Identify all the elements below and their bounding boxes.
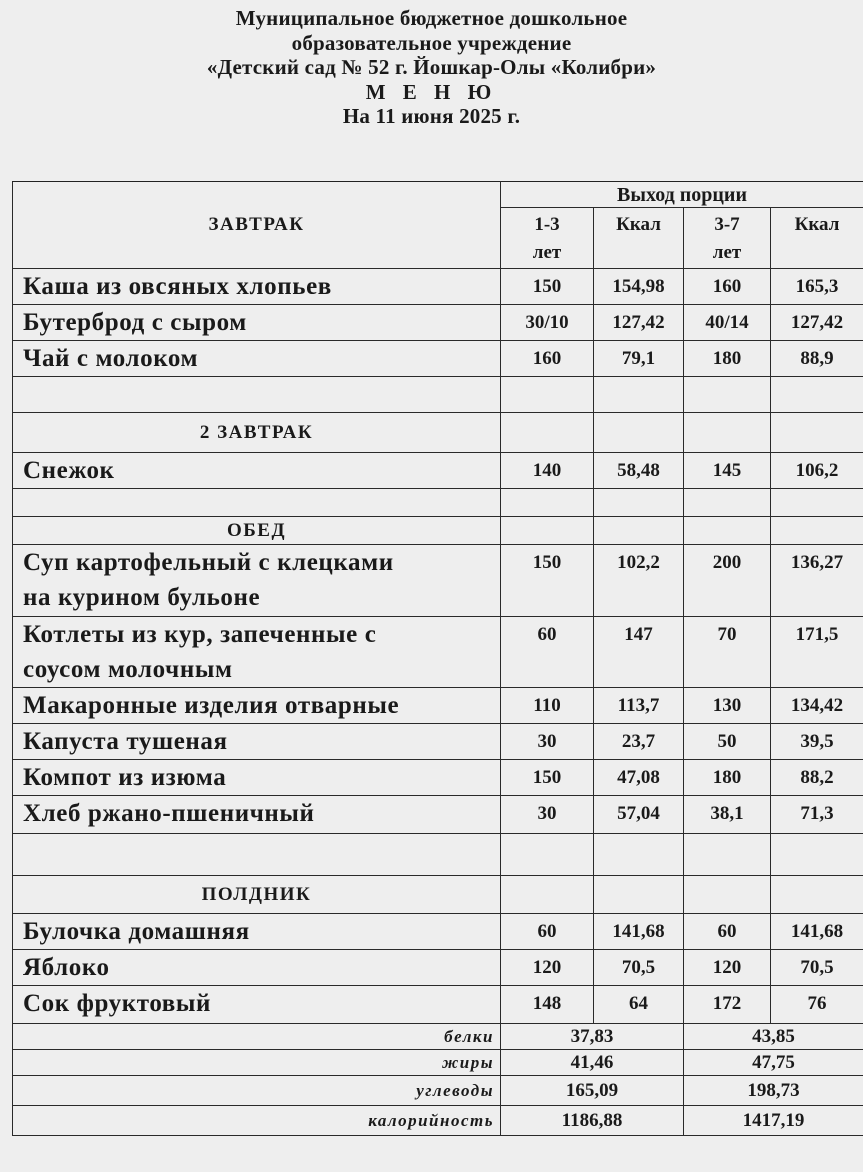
kcal-1-3: 113,7 [594,688,684,724]
portion-1-3: 148 [501,986,594,1024]
table-row [13,986,863,1024]
empty-cell [684,517,771,545]
totals-row [13,1106,863,1136]
empty-cell [684,377,771,413]
totals-row [13,1050,863,1076]
empty-cell [13,489,501,517]
total-1-3: 37,83 [501,1024,684,1050]
kcal-3-7: 134,42 [771,688,863,724]
table-row [13,269,863,305]
empty-cell [13,834,501,876]
output-header: Выход порции [501,182,863,208]
portion-3-7: 172 [684,986,771,1024]
total-3-7: 43,85 [684,1024,863,1050]
dish-name: Бутерброд с сыром [13,305,501,341]
col-age-1-3-unit: лет [532,242,562,263]
total-label: углеводы [13,1076,501,1106]
table-row [13,341,863,377]
kcal-1-3: 58,48 [594,453,684,489]
portion-3-7: 180 [684,760,771,796]
table-row [13,545,863,617]
total-1-3: 165,09 [501,1076,684,1106]
portion-1-3: 60 [501,617,594,688]
portion-3-7: 60 [684,914,771,950]
kcal-3-7: 88,9 [771,341,863,377]
empty-cell [684,834,771,876]
kcal-3-7: 141,68 [771,914,863,950]
kcal-1-3: 57,04 [594,796,684,834]
portion-1-3: 30/10 [501,305,594,341]
portion-3-7: 120 [684,950,771,986]
empty-cell [501,517,594,545]
dish-name: Чай с молоком [13,341,501,377]
table-row [13,796,863,834]
total-3-7: 1417,19 [684,1106,863,1136]
menu-date: На 11 июня 2025 г. [342,104,521,128]
empty-cell [771,834,863,876]
kcal-1-3: 64 [594,986,684,1024]
table-row [13,950,863,986]
empty-cell [501,413,594,453]
kcal-1-3: 70,5 [594,950,684,986]
table-row [13,760,863,796]
empty-cell [684,489,771,517]
kcal-1-3: 23,7 [594,724,684,760]
portion-1-3: 120 [501,950,594,986]
empty-cell [771,489,863,517]
empty-cell [501,377,594,413]
empty-cell [594,377,684,413]
kcal-3-7: 127,42 [771,305,863,341]
empty-cell [594,834,684,876]
portion-3-7: 40/14 [684,305,771,341]
empty-row [13,377,863,413]
dish-name-line-2: соусом молочным [23,656,233,683]
empty-row [13,834,863,876]
portion-3-7: 145 [684,453,771,489]
portion-1-3: 160 [501,341,594,377]
empty-cell [501,876,594,914]
col-kcal-2: Ккал [771,208,863,269]
section-breakfast-2: 2 ЗАВТРАК [13,413,501,453]
col-kcal-1: Ккал [594,208,684,269]
empty-cell [771,517,863,545]
table-row [13,453,863,489]
portion-3-7: 200 [684,545,771,617]
portion-1-3: 60 [501,914,594,950]
portion-3-7: 180 [684,341,771,377]
dish-name: Яблоко [13,950,501,986]
totals-row [13,1076,863,1106]
header-line-1: Муниципальное бюджетное дошкольное [235,6,628,30]
portion-1-3: 30 [501,796,594,834]
dish-name: Компот из изюма [13,760,501,796]
empty-cell [594,489,684,517]
dish-name: Снежок [13,453,501,489]
empty-cell [684,876,771,914]
table-row [13,724,863,760]
portion-3-7: 38,1 [684,796,771,834]
dish-name: Макаронные изделия отварные [13,688,501,724]
header-line-2: образовательное учреждение [291,30,572,55]
col-age-1-3-value: 1-3 [534,214,560,235]
total-label: калорийность [13,1106,501,1136]
portion-3-7: 70 [684,617,771,688]
total-label: белки [13,1024,501,1050]
portion-1-3: 30 [501,724,594,760]
empty-cell [501,489,594,517]
empty-cell [594,876,684,914]
col-age-3-7 [684,208,771,269]
dish-name: Хлеб ржано-пшеничный [13,796,501,834]
section-row [13,413,863,453]
dish-name [13,545,501,617]
kcal-3-7: 71,3 [771,796,863,834]
dish-name: Каша из овсяных хлопьев [13,269,501,305]
document-title: М Е Н Ю [365,79,498,104]
document-header [0,6,863,129]
kcal-1-3: 154,98 [594,269,684,305]
portion-1-3: 110 [501,688,594,724]
table-row [13,305,863,341]
section-breakfast: ЗАВТРАК [13,182,501,269]
header-line-3: «Детский сад № 52 г. Йошкар-Олы «Колибри» [206,55,657,79]
empty-cell [771,876,863,914]
empty-cell [771,413,863,453]
kcal-3-7: 39,5 [771,724,863,760]
total-3-7: 47,75 [684,1050,863,1076]
kcal-3-7: 106,2 [771,453,863,489]
kcal-3-7: 136,27 [771,545,863,617]
dish-name-line-1: Суп картофельный с клецками [23,549,394,576]
dish-name-line-1: Котлеты из кур, запеченные с [23,621,377,648]
portion-3-7: 130 [684,688,771,724]
dish-name-line-2: на курином бульоне [23,584,261,611]
kcal-1-3: 79,1 [594,341,684,377]
portion-1-3: 140 [501,453,594,489]
col-age-3-7-unit: лет [712,242,742,263]
kcal-3-7: 88,2 [771,760,863,796]
dish-name: Булочка домашняя [13,914,501,950]
col-age-1-3 [501,208,594,269]
kcal-1-3: 47,08 [594,760,684,796]
kcal-1-3: 147 [594,617,684,688]
totals-row [13,1024,863,1050]
empty-cell [594,517,684,545]
dish-name: Сок фруктовый [13,986,501,1024]
total-1-3: 1186,88 [501,1106,684,1136]
kcal-3-7: 171,5 [771,617,863,688]
empty-cell [594,413,684,453]
total-label: жиры [13,1050,501,1076]
portion-1-3: 150 [501,269,594,305]
section-snack: ПОЛДНИК [13,876,501,914]
table-row [13,617,863,688]
portion-1-3: 150 [501,545,594,617]
empty-cell [684,413,771,453]
dish-name [13,617,501,688]
kcal-1-3: 102,2 [594,545,684,617]
table-row [13,914,863,950]
col-age-3-7-value: 3-7 [714,214,740,235]
empty-cell [501,834,594,876]
kcal-3-7: 76 [771,986,863,1024]
empty-cell [13,377,501,413]
kcal-1-3: 127,42 [594,305,684,341]
menu-table [12,181,863,1136]
kcal-3-7: 70,5 [771,950,863,986]
section-lunch: ОБЕД [13,517,501,545]
kcal-1-3: 141,68 [594,914,684,950]
table-row [13,688,863,724]
section-row [13,517,863,545]
total-3-7: 198,73 [684,1076,863,1106]
kcal-3-7: 165,3 [771,269,863,305]
empty-cell [771,377,863,413]
section-row [13,876,863,914]
total-1-3: 41,46 [501,1050,684,1076]
table-header-row [13,182,863,208]
portion-1-3: 150 [501,760,594,796]
portion-3-7: 50 [684,724,771,760]
empty-row [13,489,863,517]
portion-3-7: 160 [684,269,771,305]
dish-name: Капуста тушеная [13,724,501,760]
